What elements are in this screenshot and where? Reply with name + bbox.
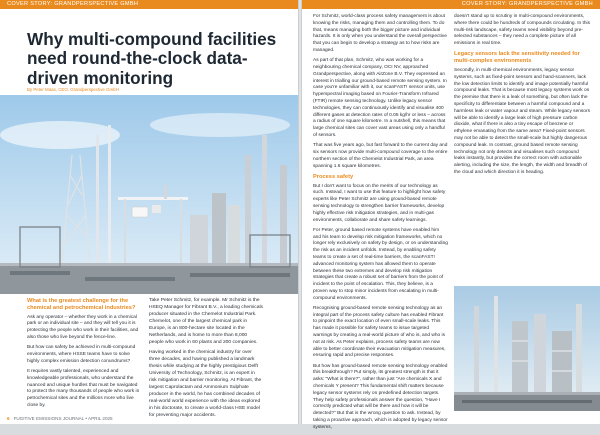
right-page [302,0,600,430]
section-heading: Legacy sensors lack the sensitivity needed for multi-complex environments [454,51,580,65]
header-bar [302,0,600,9]
publication-name: FUGITIVE EMISSIONS JOURNAL • APRIL 2025 [13,416,113,421]
article-byline: By Peter Maas, CEO, Grandperspective GmbH [27,87,119,92]
paragraph: But how has ground-based remote sensing technology enabled this breakthrough? Put simply, its greatest strength is that it asks: "What is there?", rather than just "Are chemicals X and chemicals Y present? This fundamental shift matters because legacy sensor systems rely on predefined detection targets. They help safety professionals answer the question, "Have I correctly predicted what will be there and how it will be detected?" But that is the wrong question to ask. Instead, by taking a proactive approach, which is adopted by legacy sensor systems, [313,363,448,430]
refinery-photo [454,286,600,411]
left-page [0,0,298,424]
paragraph: That was five years ago, but fast forward to the current day and six sensors now provide multi-compound coverage to the entire northern section of the Chemelot Industrial Park, an area spanning 1.6 square kilometres. [313,143,448,169]
paragraph: But I don't want to focus on the merits of our technology as such. Instead, I want to use this feature to highlight how safety experts like Peter Schmitz are using ground-based remote sensing technology to strengthen barrier frameworks, develop highly effective risk mitigation strategies, and in multi-gas environments, collaborate and share safety learnings. [313,183,446,223]
article-title: Why multi-compound facilities need round-the-clock data-driven monitoring [27,29,277,88]
header-label: COVER STORY: GRANDPERSPECTIVE GMBH [461,1,593,7]
section-heading: What is the greatest challenge for the chemical and petrochemical industries? [27,298,136,311]
header-label: COVER STORY: GRANDPERSPECTIVE GMBH [7,1,139,7]
paragraph: For Peter, ground based remote systems have enabled him and his team to develop risk mitigation frameworks, which no longer rely exclusively on safety by design, or on understanding the risk as an incident unfolds. Instead, by enabling safety teams to create a set of real-time barriers, the scanFAST! advanced monitoring system has allowed them to operate between these two extremes and develop risk mitigation strategies that create a robust set of barriers from the point of incident to the point of escalation. This, they believe, is a proven way to stop minor incidents from escalating in multi-compound environments. [313,227,448,301]
paragraph: Ask any operator – whether they work in a chemical park or an individual site – and they will tell you it is protecting the people who work in their facilities, and also those who live beyond the fence-line. [27,314,139,341]
paragraph: Recognising ground-based remote sensing technology as an integral part of the process safety culture has enabled Fibrant to pinpoint the exact location of even small-scale leaks. This has made it possible for safety teams to issue targeted warnings by creating a real-world picture of who is, and who is not at risk. As Peter explains, process safety teams are now able to better coordinate their evacuation mitigation measures, ensuring rapid and precise responses. [313,305,446,359]
header-bar [0,0,298,9]
page-footer [7,416,113,421]
paragraph: doesn't stand up to scrutiny in multi-compound environments, where there could be hundreds of compounds circulating. In this multi-risk landscape, safety teams need visibility beyond pre-selected substances – they need a complete picture of all emissions in real time. [454,14,590,47]
right-column-b [454,14,590,180]
left-column-b [149,298,263,423]
paragraph: It requires vastly talented, experienced and knowledgeable professionals, who understand the nuanced and unique hurdles that must be navigated to protect the many thousands of people who work in petrochemical sites and the millions more who live close by. [27,369,140,409]
paragraph: As part of that plan, Schmitz, who was working for a neighbouring chemical company, OCI NV, approached Grandperspective, along with AirZone B.V. They expressed an interest in trialling our ground-based remote sensing system. In case you're unfamiliar with it, our scanFAST! sensor units, use hyperspectral imaging based on Fourier-Transform Infrared (FTIR) remote sensing technology. Unlike legacy sensor technologies, they can continuously identify and visualise 400 different gases at detection rates of 0.05 kg/hr or less – across a radius of one square kilometre. In a nutshell, this means that large chemical sites can cover vast areas using only a handful of sensors. [313,58,447,138]
paragraph: But how can safety be achieved in multi-compound environments, where HSSE teams have to solve highly complex emission detection conundrums? [27,345,136,364]
section-heading: Process safety [313,173,354,180]
page-number: 6 [7,416,10,421]
right-column-a [313,14,448,435]
paragraph: Take Peter Schmitz, for example. Mr Schmitz is the HSEQ Manager for Fibrant B.V., a leading chemicals producer situated in the Chemelot Industrial Park. Chemelot, one of the largest chemical park in Europe, is an 800-hectare site located in the Netherlands, and is home to more than 8,000 people who work in 60 plants and 200 companies. [149,298,263,345]
paragraph: For Schmitz, world-class process safety management is about knowing the risks, managing them and controlling them. To do that, means managing both the bigger picture and individual hazards. It is only when you understand the overall perspective that you can begin to develop a strategy as to how risks are managed. [313,14,447,53]
industrial-plant-photo [0,95,298,294]
left-column-a [27,298,141,413]
paragraph: Having worked in the chemical industry for over three decades, and having published a landmark thesis while studying at the highly prestigious Delft University of Technology, Schmitz, is an expert in risk mitigation and barrier monitoring. At Fibrant, the largest Caprolactam and Ammonium Sulphate producer in the world, he has combined decades of real-world world experience with the ideas explored in his doctorate, to create a world-class HSE model for preventing major accidents. [149,350,262,418]
paragraph: Secondly, in multi-chemical environments, legacy sensor systems, such as fixed-point sensors and hand-scanners, lack the low detection limits to identify and image potentially harmful compound leaks. That is because most legacy systems work on the premise that there is a leak of something, but often lack the specificity to differentiate between a harmful compound and a harmless leak or water vapour and steam. While legacy sensors will be able to identify a large leak of high pressure carbon dioxide, what if there is also a tiny escape of benzene or ethylene emanating from the same area? Fixed-point sensors may not be able to detect the small-scale but highly dangerous compound leak. In contrast, ground based remote sensing technology not only detects and visualises such compound leaks instantly, but provides the correct room with actionable alerting, including the size, the length, the width and breadth of the cloud and which direction it is heading. [454,68,590,176]
